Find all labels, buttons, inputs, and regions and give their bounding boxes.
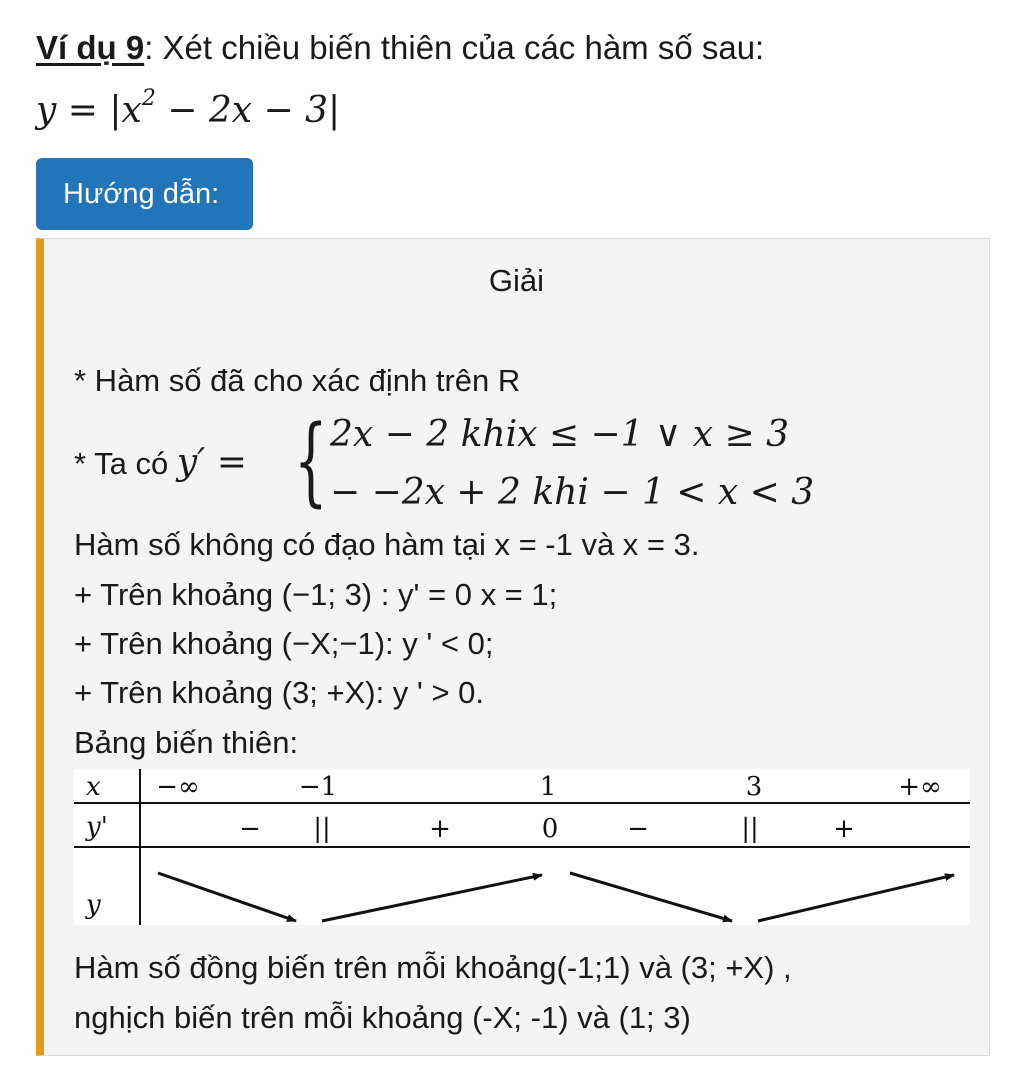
formula-exponent: 2 bbox=[141, 86, 156, 111]
interval-line-1: + Trên khoảng (−1; 3) : y' = 0 x = 1; bbox=[74, 577, 558, 612]
piecewise-case-2: − −2x + 2 khi − 1 < x < 3 bbox=[330, 472, 815, 513]
variation-table bbox=[74, 769, 970, 925]
trend-arrow-3-decreasing bbox=[570, 873, 732, 921]
row-label-yprime: y' bbox=[86, 812, 108, 842]
conclusion bbox=[74, 943, 792, 1043]
example-colon: : bbox=[144, 29, 154, 66]
example-title bbox=[36, 26, 764, 70]
derivative-prefix: * Ta có bbox=[74, 446, 177, 481]
table-title: Bảng biến thiên: bbox=[74, 725, 299, 760]
sign-4: 0 bbox=[541, 814, 559, 844]
guide-button[interactable]: Hướng dẫn: bbox=[36, 158, 253, 230]
sign-3: + bbox=[429, 814, 451, 844]
derivative-line bbox=[74, 443, 247, 484]
derivative-symbol: y′ = bbox=[176, 442, 247, 483]
interval-line-3: + Trên khoảng (3; +X): y ' > 0. bbox=[74, 675, 485, 710]
domain-line: * Hàm số đã cho xác định trên R bbox=[74, 363, 521, 398]
x-value-1: 1 bbox=[539, 772, 557, 802]
formula-rhs: − 2x − 3| bbox=[155, 90, 341, 131]
conclusion-line-2: nghịch biến trên mỗi khoảng (-X; -1) và (1; 3) bbox=[74, 1000, 691, 1035]
no-derivative-line: Hàm số không có đạo hàm tại x = -1 và x = 3. bbox=[74, 527, 700, 562]
formula-lhs: y = |x bbox=[36, 90, 142, 131]
x-value-pos-inf: +∞ bbox=[898, 772, 942, 802]
row-label-x: x bbox=[86, 772, 101, 802]
example-label: Ví dụ 9 bbox=[36, 29, 145, 66]
interval-line-2: + Trên khoảng (−X;−1): y ' < 0; bbox=[74, 626, 494, 661]
piecewise-brace: { bbox=[294, 405, 328, 517]
sign-7: + bbox=[833, 814, 855, 844]
x-value-neg-inf: −∞ bbox=[156, 772, 200, 802]
x-value-neg-1: −1 bbox=[298, 772, 338, 802]
row-label-y: y bbox=[86, 890, 101, 920]
trend-arrow-4-increasing bbox=[758, 875, 954, 921]
function-formula bbox=[36, 78, 340, 136]
sign-5: − bbox=[627, 814, 649, 844]
trend-arrow-1-decreasing bbox=[158, 873, 296, 921]
sign-6: || bbox=[741, 814, 759, 844]
sign-1: − bbox=[239, 814, 261, 844]
solution-panel bbox=[36, 238, 990, 1056]
x-value-3: 3 bbox=[745, 772, 763, 802]
conclusion-line-1: Hàm số đồng biến trên mỗi khoảng(-1;1) và (3; +X) , bbox=[74, 950, 792, 985]
example-instruction: Xét chiều biến thiên của các hàm số sau: bbox=[153, 29, 765, 66]
trend-arrow-2-increasing bbox=[322, 875, 542, 921]
solution-heading: Giải bbox=[488, 263, 545, 298]
variation-table-svg bbox=[74, 769, 970, 925]
sign-2: || bbox=[313, 814, 331, 844]
piecewise-case-1: 2x − 2 khix ≤ −1 ∨ x ≥ 3 bbox=[330, 414, 790, 455]
